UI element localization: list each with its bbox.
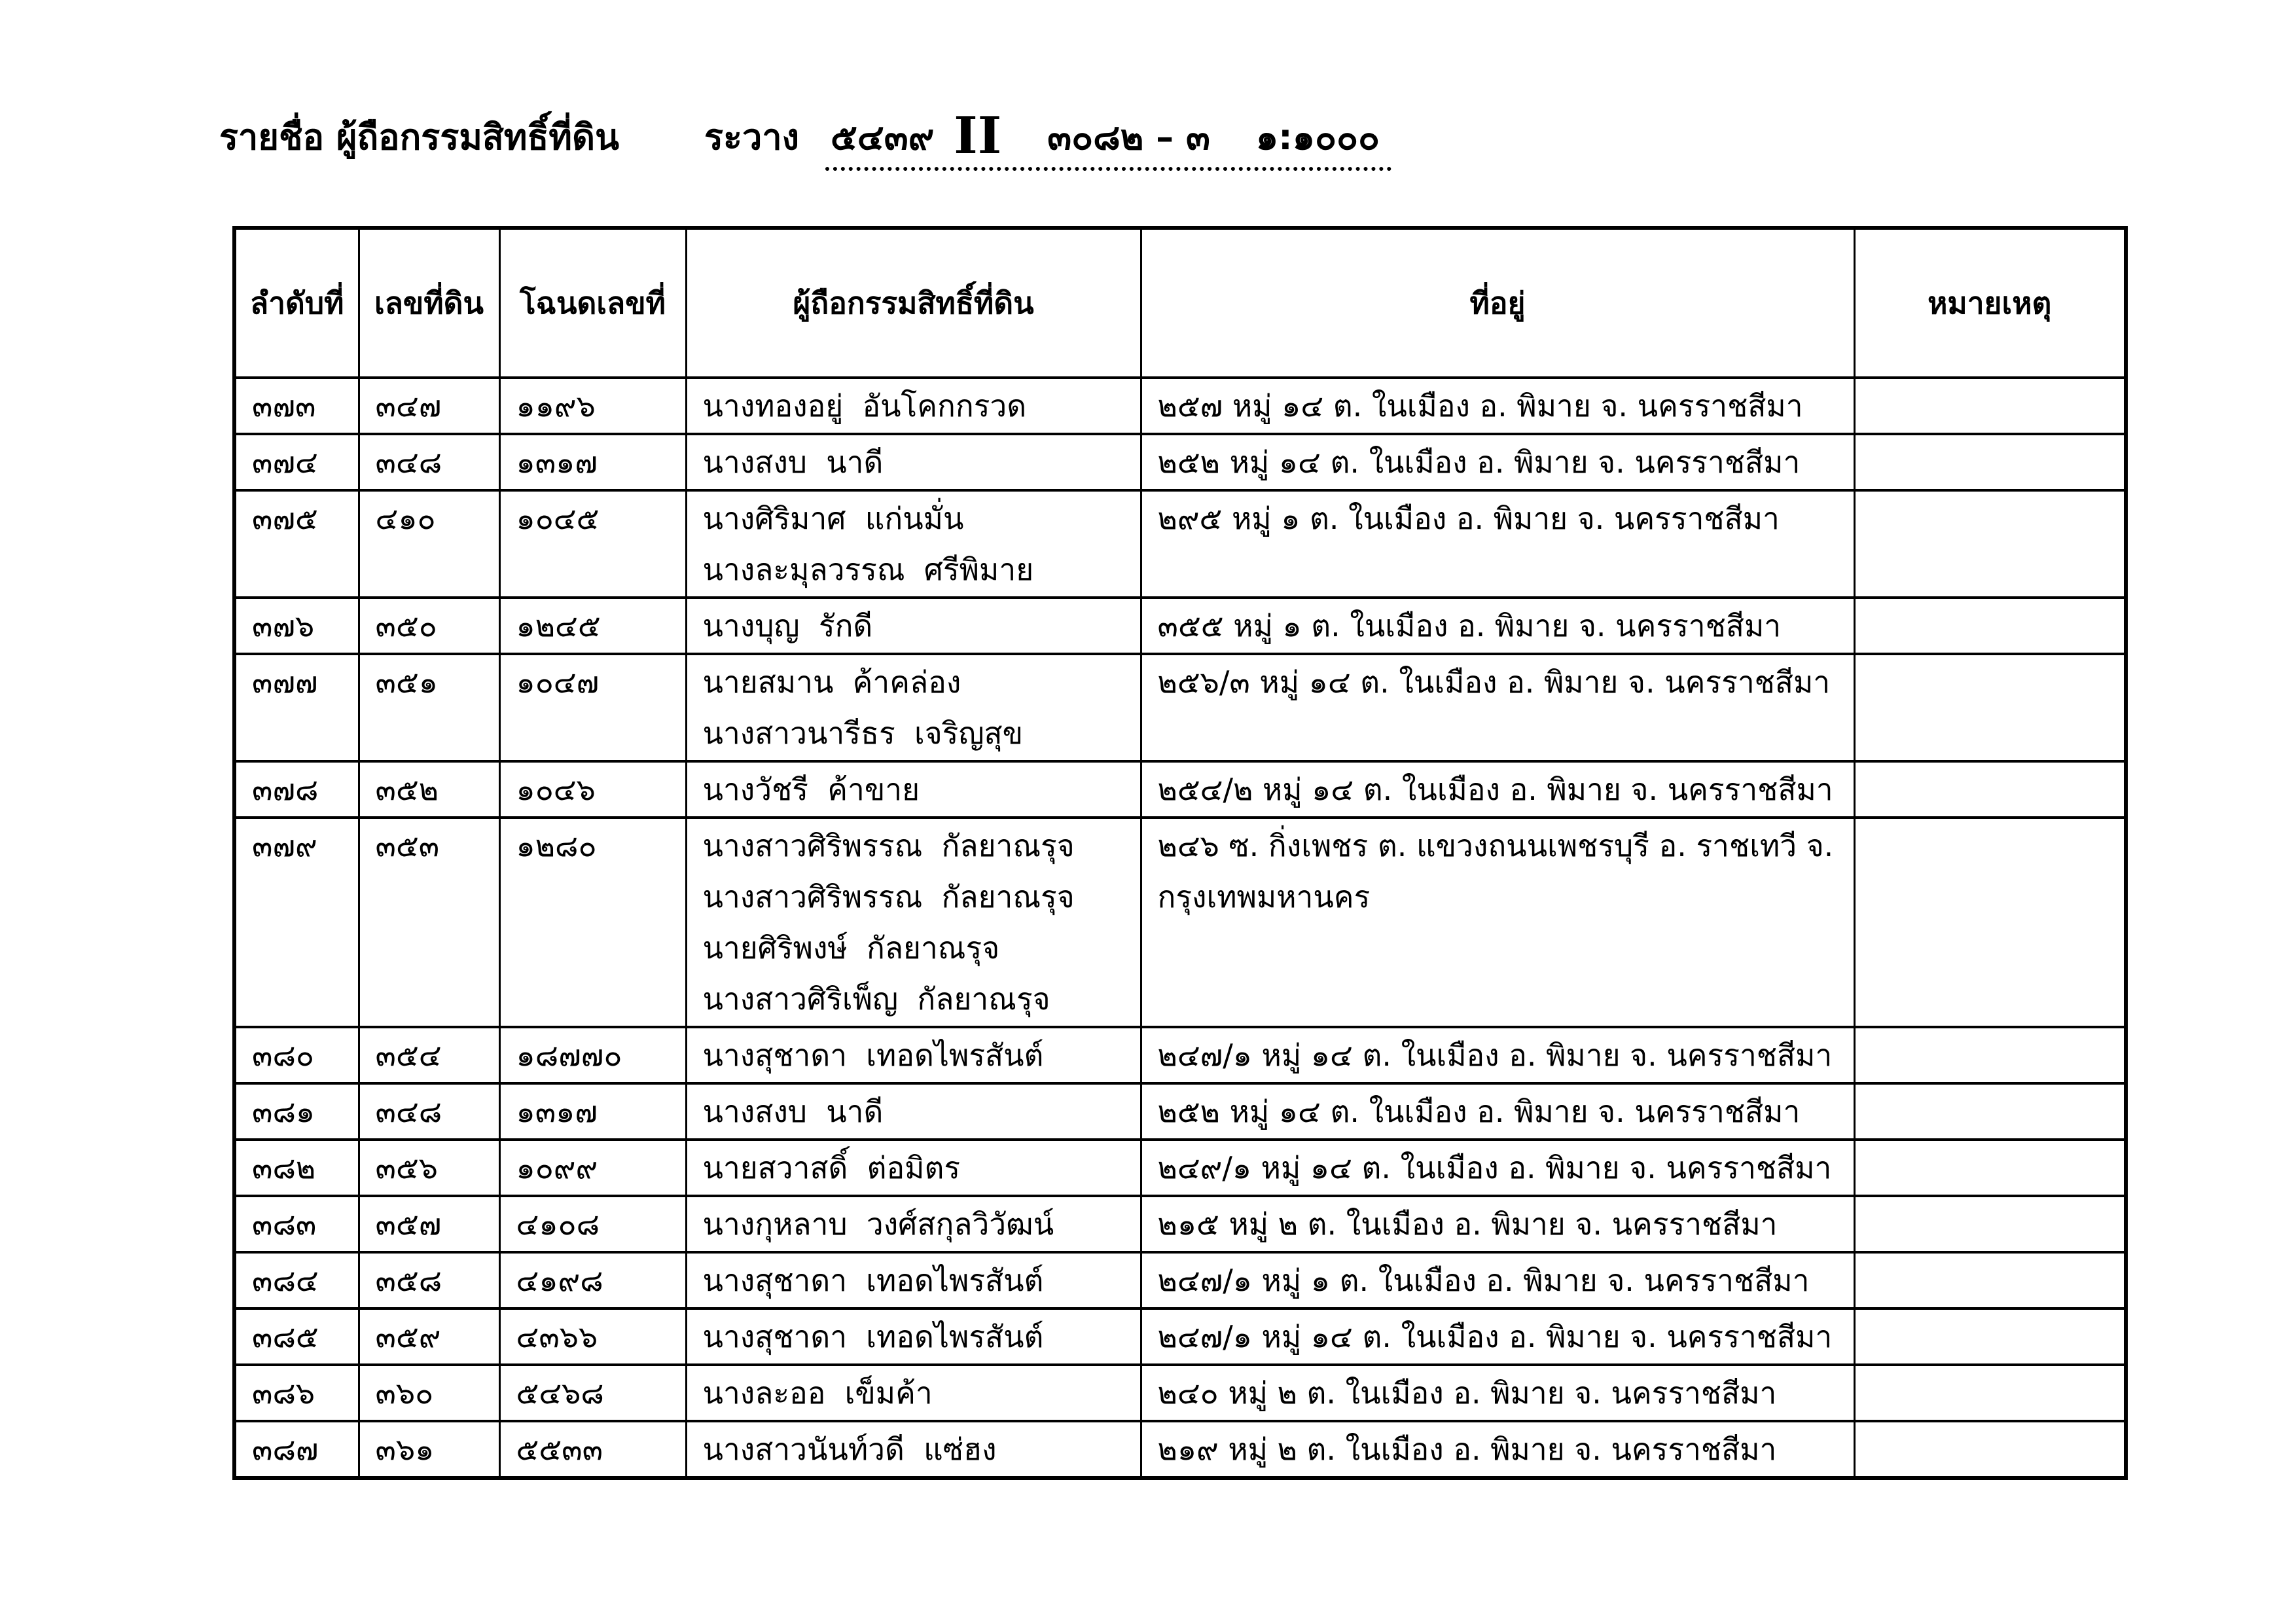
cell-no: ๓๘๖: [234, 1365, 359, 1421]
cell-note: [1854, 490, 2126, 598]
cell-parcel: ๓๖๐: [359, 1365, 499, 1421]
address-line: ๒๙๕ หมู่ ๑ ต. ในเมือง อ. พิมาย จ. นครราชสีมา: [1157, 501, 1780, 536]
cell-address: [1141, 598, 1854, 654]
address-line: ๒๔๗/๑ หมู่ ๑๔ ต. ในเมือง อ. พิมาย จ. นครราชสีมา: [1157, 1319, 1833, 1354]
cell-note: [1854, 1252, 2126, 1308]
cell-address: [1141, 1308, 1854, 1365]
address-line: ๒๕๖/๓ หมู่ ๑๔ ต. ในเมือง อ. พิมาย จ. นครราชสีมา: [1157, 664, 1831, 700]
title-text: รายชื่อ ผู้ถือกรรมสิทธิ์ที่ดิน: [219, 117, 620, 158]
owner-name: นางสุชาดา เทอดไพรสันต์: [702, 1263, 1044, 1298]
cell-owners: [686, 654, 1141, 761]
cell-no: ๓๗๖: [234, 598, 359, 654]
address-line: ๒๕๒ หมู่ ๑๔ ต. ในเมือง อ. พิมาย จ. นครราชสีมา: [1157, 1094, 1801, 1129]
cell-owners: [686, 1308, 1141, 1365]
owner-name: นางวัชรี ค้าขาย: [702, 772, 920, 807]
cell-owners: [686, 434, 1141, 490]
header-owner: ผู้ถือกรรมสิทธิ์ที่ดิน: [686, 228, 1141, 378]
address-line: ๒๔๙/๑ หมู่ ๑๔ ต. ในเมือง อ. พิมาย จ. นครราชสีมา: [1157, 1150, 1832, 1185]
cell-parcel: ๓๔๘: [359, 434, 499, 490]
address-line: ๒๕๔/๒ หมู่ ๑๔ ต. ในเมือง อ. พิมาย จ. นครราชสีมา: [1157, 772, 1833, 807]
address-line: ๒๕๗ หมู่ ๑๔ ต. ในเมือง อ. พิมาย จ. นครราชสีมา: [1157, 388, 1803, 424]
owner-name: นายสวาสดิ์ ต่อมิตร: [702, 1150, 961, 1185]
cell-no: ๓๗๕: [234, 490, 359, 598]
cell-no: ๓๘๒: [234, 1140, 359, 1196]
cell-deed: ๑๐๔๖: [499, 761, 686, 818]
table-header: [234, 228, 2126, 378]
owner-name: นางกุหลาบ วงศ์สกุลวิวัฒน์: [702, 1206, 1054, 1242]
cell-no: ๓๘๗: [234, 1421, 359, 1478]
cell-owners: [686, 761, 1141, 818]
cell-parcel: ๓๕๖: [359, 1140, 499, 1196]
cell-owners: [686, 1421, 1141, 1478]
page-title: [219, 106, 1391, 171]
cell-no: ๓๗๗: [234, 654, 359, 761]
cell-deed: ๑๐๔๕: [499, 490, 686, 598]
cell-parcel: ๔๑๐: [359, 490, 499, 598]
cell-deed: ๑๓๑๗: [499, 1083, 686, 1140]
cell-no: ๓๘๐: [234, 1027, 359, 1083]
owner-name: นางสาวนารีธร เจริญสุข: [702, 715, 1024, 751]
cell-note: [1854, 1140, 2126, 1196]
table-row: [234, 1252, 2126, 1308]
table-body: [234, 378, 2126, 1478]
header-seq-no: ลำดับที่: [234, 228, 359, 378]
table-row: [234, 1083, 2126, 1140]
cell-owners: [686, 1140, 1141, 1196]
cell-parcel: ๓๕๗: [359, 1196, 499, 1252]
header-parcel-no: เลขที่ดิน: [359, 228, 499, 378]
address-line: ๒๔๗/๑ หมู่ ๑๔ ต. ในเมือง อ. พิมาย จ. นครราชสีมา: [1157, 1038, 1833, 1073]
cell-no: ๓๗๓: [234, 378, 359, 434]
cell-deed: ๑๑๙๖: [499, 378, 686, 434]
landholders-table: [232, 226, 2128, 1480]
cell-note: [1854, 1308, 2126, 1365]
cell-owners: [686, 598, 1141, 654]
cell-owners: [686, 818, 1141, 1027]
owner-name: นางละออ เข็มค้า: [702, 1375, 933, 1411]
cell-address: [1141, 654, 1854, 761]
header-deed-no: โฉนดเลขที่: [499, 228, 686, 378]
cell-note: [1854, 1196, 2126, 1252]
cell-note: [1854, 434, 2126, 490]
cell-deed: ๑๘๗๗๐: [499, 1027, 686, 1083]
cell-note: [1854, 598, 2126, 654]
cell-address: [1141, 1365, 1854, 1421]
table-row: [234, 378, 2126, 434]
table-row: [234, 761, 2126, 818]
cell-parcel: ๓๖๑: [359, 1421, 499, 1478]
cell-no: ๓๘๓: [234, 1196, 359, 1252]
sheet-number: ๕๔๓๙: [831, 117, 935, 158]
cell-address: [1141, 434, 1854, 490]
cell-deed: ๑๓๑๗: [499, 434, 686, 490]
cell-note: [1854, 378, 2126, 434]
cell-owners: [686, 1252, 1141, 1308]
cell-no: ๓๗๘: [234, 761, 359, 818]
owner-name: นางสาวนันท์วดี แซ่ฮง: [702, 1432, 997, 1467]
owner-name: นางทองอยู่ อันโคกกรวด: [702, 388, 1027, 424]
owner-name: นางบุญ รักดี: [702, 608, 873, 643]
owner-name: นางสาวศิริพรรณ กัลยาณรุจ: [702, 879, 1075, 914]
owner-name: นายศิริพงษ์ กัลยาณรุจ: [702, 930, 1000, 965]
cell-owners: [686, 1365, 1141, 1421]
cell-no: ๓๘๑: [234, 1083, 359, 1140]
map-scale: ๑:๑๐๐๐: [1255, 117, 1380, 158]
owner-name: นางสงบ นาดี: [702, 1094, 884, 1129]
cell-parcel: ๓๕๒: [359, 761, 499, 818]
cell-deed: ๔๑๙๘: [499, 1252, 686, 1308]
address-line: ๒๑๙ หมู่ ๒ ต. ในเมือง อ. พิมาย จ. นครราชสีมา: [1157, 1432, 1777, 1467]
cell-parcel: ๓๕๙: [359, 1308, 499, 1365]
cell-note: [1854, 818, 2126, 1027]
sheet-reference: [825, 106, 1391, 171]
cell-parcel: ๓๕๑: [359, 654, 499, 761]
cell-parcel: ๓๔๗: [359, 378, 499, 434]
table-row: [234, 1140, 2126, 1196]
cell-deed: ๑๐๙๙: [499, 1140, 686, 1196]
header-remarks: หมายเหตุ: [1854, 228, 2126, 378]
owner-name: นางสาวศิริเพ็ญ กัลยาณรุจ: [702, 981, 1050, 1017]
owner-name: นางละมุลวรรณ ศรีพิมาย: [702, 552, 1034, 587]
cell-owners: [686, 1027, 1141, 1083]
table-row: [234, 1308, 2126, 1365]
cell-parcel: ๓๕๐: [359, 598, 499, 654]
header-row: [234, 228, 2126, 378]
cell-parcel: ๓๔๘: [359, 1083, 499, 1140]
cell-note: [1854, 761, 2126, 818]
owner-name: นางสุชาดา เทอดไพรสันต์: [702, 1319, 1044, 1354]
owner-name: นายสมาน ค้าคล่อง: [702, 664, 961, 700]
cell-address: [1141, 1421, 1854, 1478]
sheet-suffix: ๓๐๘๒ – ๓: [1047, 117, 1210, 158]
table-row: [234, 490, 2126, 598]
cell-address: [1141, 1252, 1854, 1308]
cell-address: [1141, 1140, 1854, 1196]
table-row: [234, 598, 2126, 654]
cell-address: [1141, 378, 1854, 434]
cell-note: [1854, 1083, 2126, 1140]
cell-owners: [686, 490, 1141, 598]
owner-name: นางศิริมาศ แก่นมั่น: [702, 501, 964, 536]
cell-no: ๓๗๙: [234, 818, 359, 1027]
table-row: [234, 818, 2126, 1027]
address-line: ๒๔๗/๑ หมู่ ๑ ต. ในเมือง อ. พิมาย จ. นครราชสีมา: [1157, 1263, 1810, 1298]
table-row: [234, 1365, 2126, 1421]
table-row: [234, 1027, 2126, 1083]
cell-note: [1854, 1421, 2126, 1478]
table-row: [234, 1421, 2126, 1478]
cell-note: [1854, 1365, 2126, 1421]
cell-deed: ๕๕๓๓: [499, 1421, 686, 1478]
cell-address: [1141, 1027, 1854, 1083]
address-line: ๒๔๖ ซ. กิ่งเพชร ต. แขวงถนนเพชรบุรี อ. ราชเทวี จ.: [1157, 828, 1834, 863]
cell-parcel: ๓๕๔: [359, 1027, 499, 1083]
owner-name: นางสุชาดา เทอดไพรสันต์: [702, 1038, 1044, 1073]
cell-deed: ๔๑๐๘: [499, 1196, 686, 1252]
cell-no: ๓๘๔: [234, 1252, 359, 1308]
owner-name: นางสาวศิริพรรณ กัลยาณรุจ: [702, 828, 1075, 863]
cell-deed: ๑๒๘๐: [499, 818, 686, 1027]
sheet-roman-numeral: II: [954, 106, 1002, 166]
cell-deed: ๕๔๖๘: [499, 1365, 686, 1421]
cell-address: [1141, 1083, 1854, 1140]
header-address: ที่อยู่: [1141, 228, 1854, 378]
cell-no: ๓๗๔: [234, 434, 359, 490]
cell-owners: [686, 378, 1141, 434]
cell-note: [1854, 654, 2126, 761]
sheet-label: ระวาง: [704, 117, 800, 158]
table-row: [234, 1196, 2126, 1252]
owner-name: นางสงบ นาดี: [702, 444, 884, 480]
cell-parcel: ๓๕๓: [359, 818, 499, 1027]
cell-deed: ๑๐๔๗: [499, 654, 686, 761]
address-line: ๒๕๒ หมู่ ๑๔ ต. ในเมือง อ. พิมาย จ. นครราชสีมา: [1157, 444, 1801, 480]
cell-address: [1141, 1196, 1854, 1252]
address-line: กรุงเทพมหานคร: [1157, 879, 1371, 914]
address-line: ๒๔๐ หมู่ ๒ ต. ในเมือง อ. พิมาย จ. นครราชสีมา: [1157, 1375, 1777, 1411]
cell-deed: ๔๓๖๖: [499, 1308, 686, 1365]
cell-address: [1141, 490, 1854, 598]
address-line: ๒๑๕ หมู่ ๒ ต. ในเมือง อ. พิมาย จ. นครราชสีมา: [1157, 1206, 1778, 1242]
table-row: [234, 654, 2126, 761]
cell-no: ๓๘๕: [234, 1308, 359, 1365]
cell-parcel: ๓๕๘: [359, 1252, 499, 1308]
cell-owners: [686, 1083, 1141, 1140]
cell-owners: [686, 1196, 1141, 1252]
cell-address: [1141, 761, 1854, 818]
cell-note: [1854, 1027, 2126, 1083]
cell-deed: ๑๒๔๕: [499, 598, 686, 654]
cell-address: [1141, 818, 1854, 1027]
address-line: ๓๕๕ หมู่ ๑ ต. ในเมือง อ. พิมาย จ. นครราชสีมา: [1157, 608, 1782, 643]
table-row: [234, 434, 2126, 490]
